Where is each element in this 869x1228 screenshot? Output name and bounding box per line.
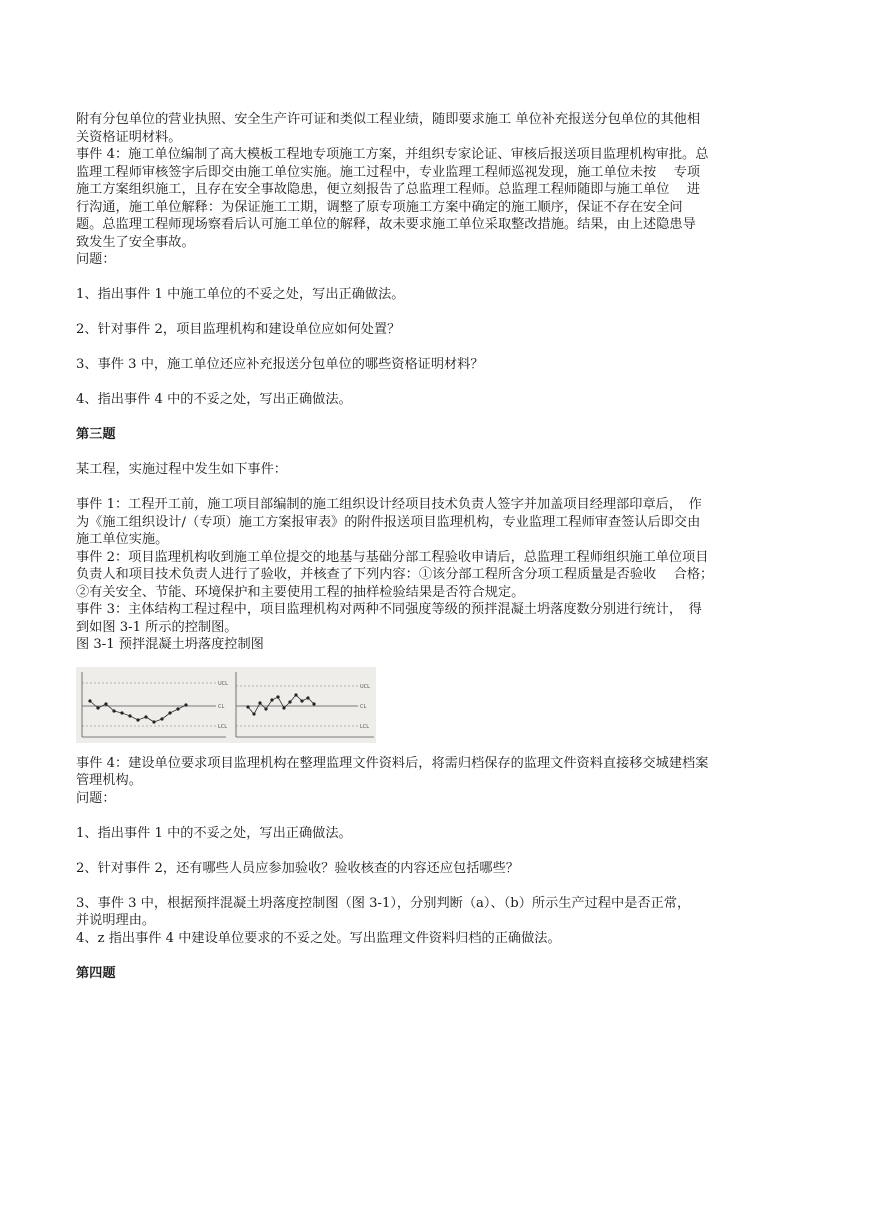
question-item: 4、z 指出事件 4 中建设单位要求的不妥之处。写出监理文件资料归档的正确做法。 (76, 930, 561, 946)
section-intro: 某工程，实施过程中发生如下事件： (76, 462, 287, 477)
section-heading: 第三题 (76, 427, 116, 442)
event-line: 管理机构。 (76, 773, 142, 788)
event-line: 为《施工组织设计/（专项）施工方案报审表》的附件报送项目监理机构，专业监理工程师审查签认后即交由 (76, 514, 701, 530)
document-page (76, 111, 816, 982)
event-line: 到如图 3-1 所示的控制图。 (76, 619, 238, 635)
question-item: 2、针对事件 2，还有哪些人员应参加验收？验收核查的内容还应包括哪些？ (76, 860, 519, 876)
event-line: 事件 2：项目监理机构收到施工单位提交的地基与基础分部工程验收申请后，总监理工程师组织施工单位项目 (76, 549, 709, 565)
paragraph-line: 关资格证明材料。 (76, 129, 182, 145)
event-line: 事件 1：工程开工前，施工项目部编制的施工组织设计经项目技术负责人签字并加盖项目经理部印章后， 作 (76, 497, 702, 512)
event-line: 施工单位实施。 (76, 532, 169, 547)
event-line: 监理工程师审核签字后即交由施工单位实施。施工过程中，专业监理工程师巡视发现，施工单位未按 专项 (76, 164, 701, 180)
question-item: 并说明理由。 (76, 913, 156, 928)
event-line: 施工方案组织施工，且存在安全事故隐患，便立刻报告了总监理工程师。总监理工程师随即与施工单位 进 (76, 182, 701, 197)
questions-label: 问题： (76, 252, 116, 267)
question-item: 1、指出事件 1 中施工单位的不妥之处，写出正确做法。 (76, 287, 405, 302)
question-item: 2、针对事件 2，项目监理机构和建设单位应如何处置？ (76, 322, 401, 337)
panel-a-lcl-label: LCL (218, 723, 228, 730)
question-item: 3、事件 3 中，施工单位还应补充报送分包单位的哪些资格证明材料？ (76, 357, 484, 372)
panel-a-ucl-label: UCL (218, 680, 228, 687)
questions-label: 问题： (76, 790, 116, 806)
event-line: 题。总监理工程师现场察看后认可施工单位的解释，故未要求施工单位采取整改措施。结果，由上述隐患导 (76, 217, 696, 232)
event-line: ②有关安全、节能、环境保护和主要使用工程的抽样检验结果是否符合规定。 (76, 584, 525, 600)
question-item: 4、指出事件 4 中的不妥之处，写出正确做法。 (76, 392, 352, 407)
event-line: 事件 3：主体结构工程过程中，项目监理机构对两种不同强度等级的预拌混凝土坍落度数分别进行统计， 得 (76, 602, 702, 617)
paragraph-line: 附有分包单位的营业执照、安全生产许可证和类似工程业绩，随即要求施工 单位补充报送分包单位的其他相 (76, 112, 701, 127)
panel-a-cl-label: CL (218, 703, 225, 710)
panel-b-ucl-label: UCL (360, 683, 370, 690)
event-line: 负责人和项目技术负责人进行了验收，并核查了下列内容：①该分部工程所含分项工程质量是否验收 合格； (76, 567, 714, 582)
figure-caption: 图 3-1 预拌混凝土坍落度控制图 (76, 637, 264, 652)
panel-b-lcl-label: LCL (360, 723, 370, 730)
question-item: 3、事件 3 中，根据预拌混凝土坍落度控制图（图 3-1），分别判断（a）、（b）所示生产过程中是否正常， (76, 895, 691, 911)
section-heading: 第四题 (76, 965, 116, 981)
event-line: 行沟通，施工单位解释：为保证施工工期，调整了原专项施工方案中确定的施工顺序，保证不存在安全问 (76, 199, 683, 215)
panel-b-cl-label: CL (360, 703, 367, 710)
control-chart-figure (76, 667, 376, 743)
question-item: 1、指出事件 1 中的不妥之处，写出正确做法。 (76, 825, 352, 841)
control-chart-svg (76, 667, 376, 743)
event-line: 事件 4：施工单位编制了高大模板工程地专项施工方案，并组织专家论证、审核后报送项目监理机构审批。总 (76, 147, 709, 162)
event-line: 致发生了安全事故。 (76, 234, 195, 250)
event-line: 事件 4：建设单位要求项目监理机构在整理监理文件资料后，将需归档保存的监理文件资料直接移交城建档案 (76, 755, 709, 771)
chart-photo-background (76, 667, 376, 743)
